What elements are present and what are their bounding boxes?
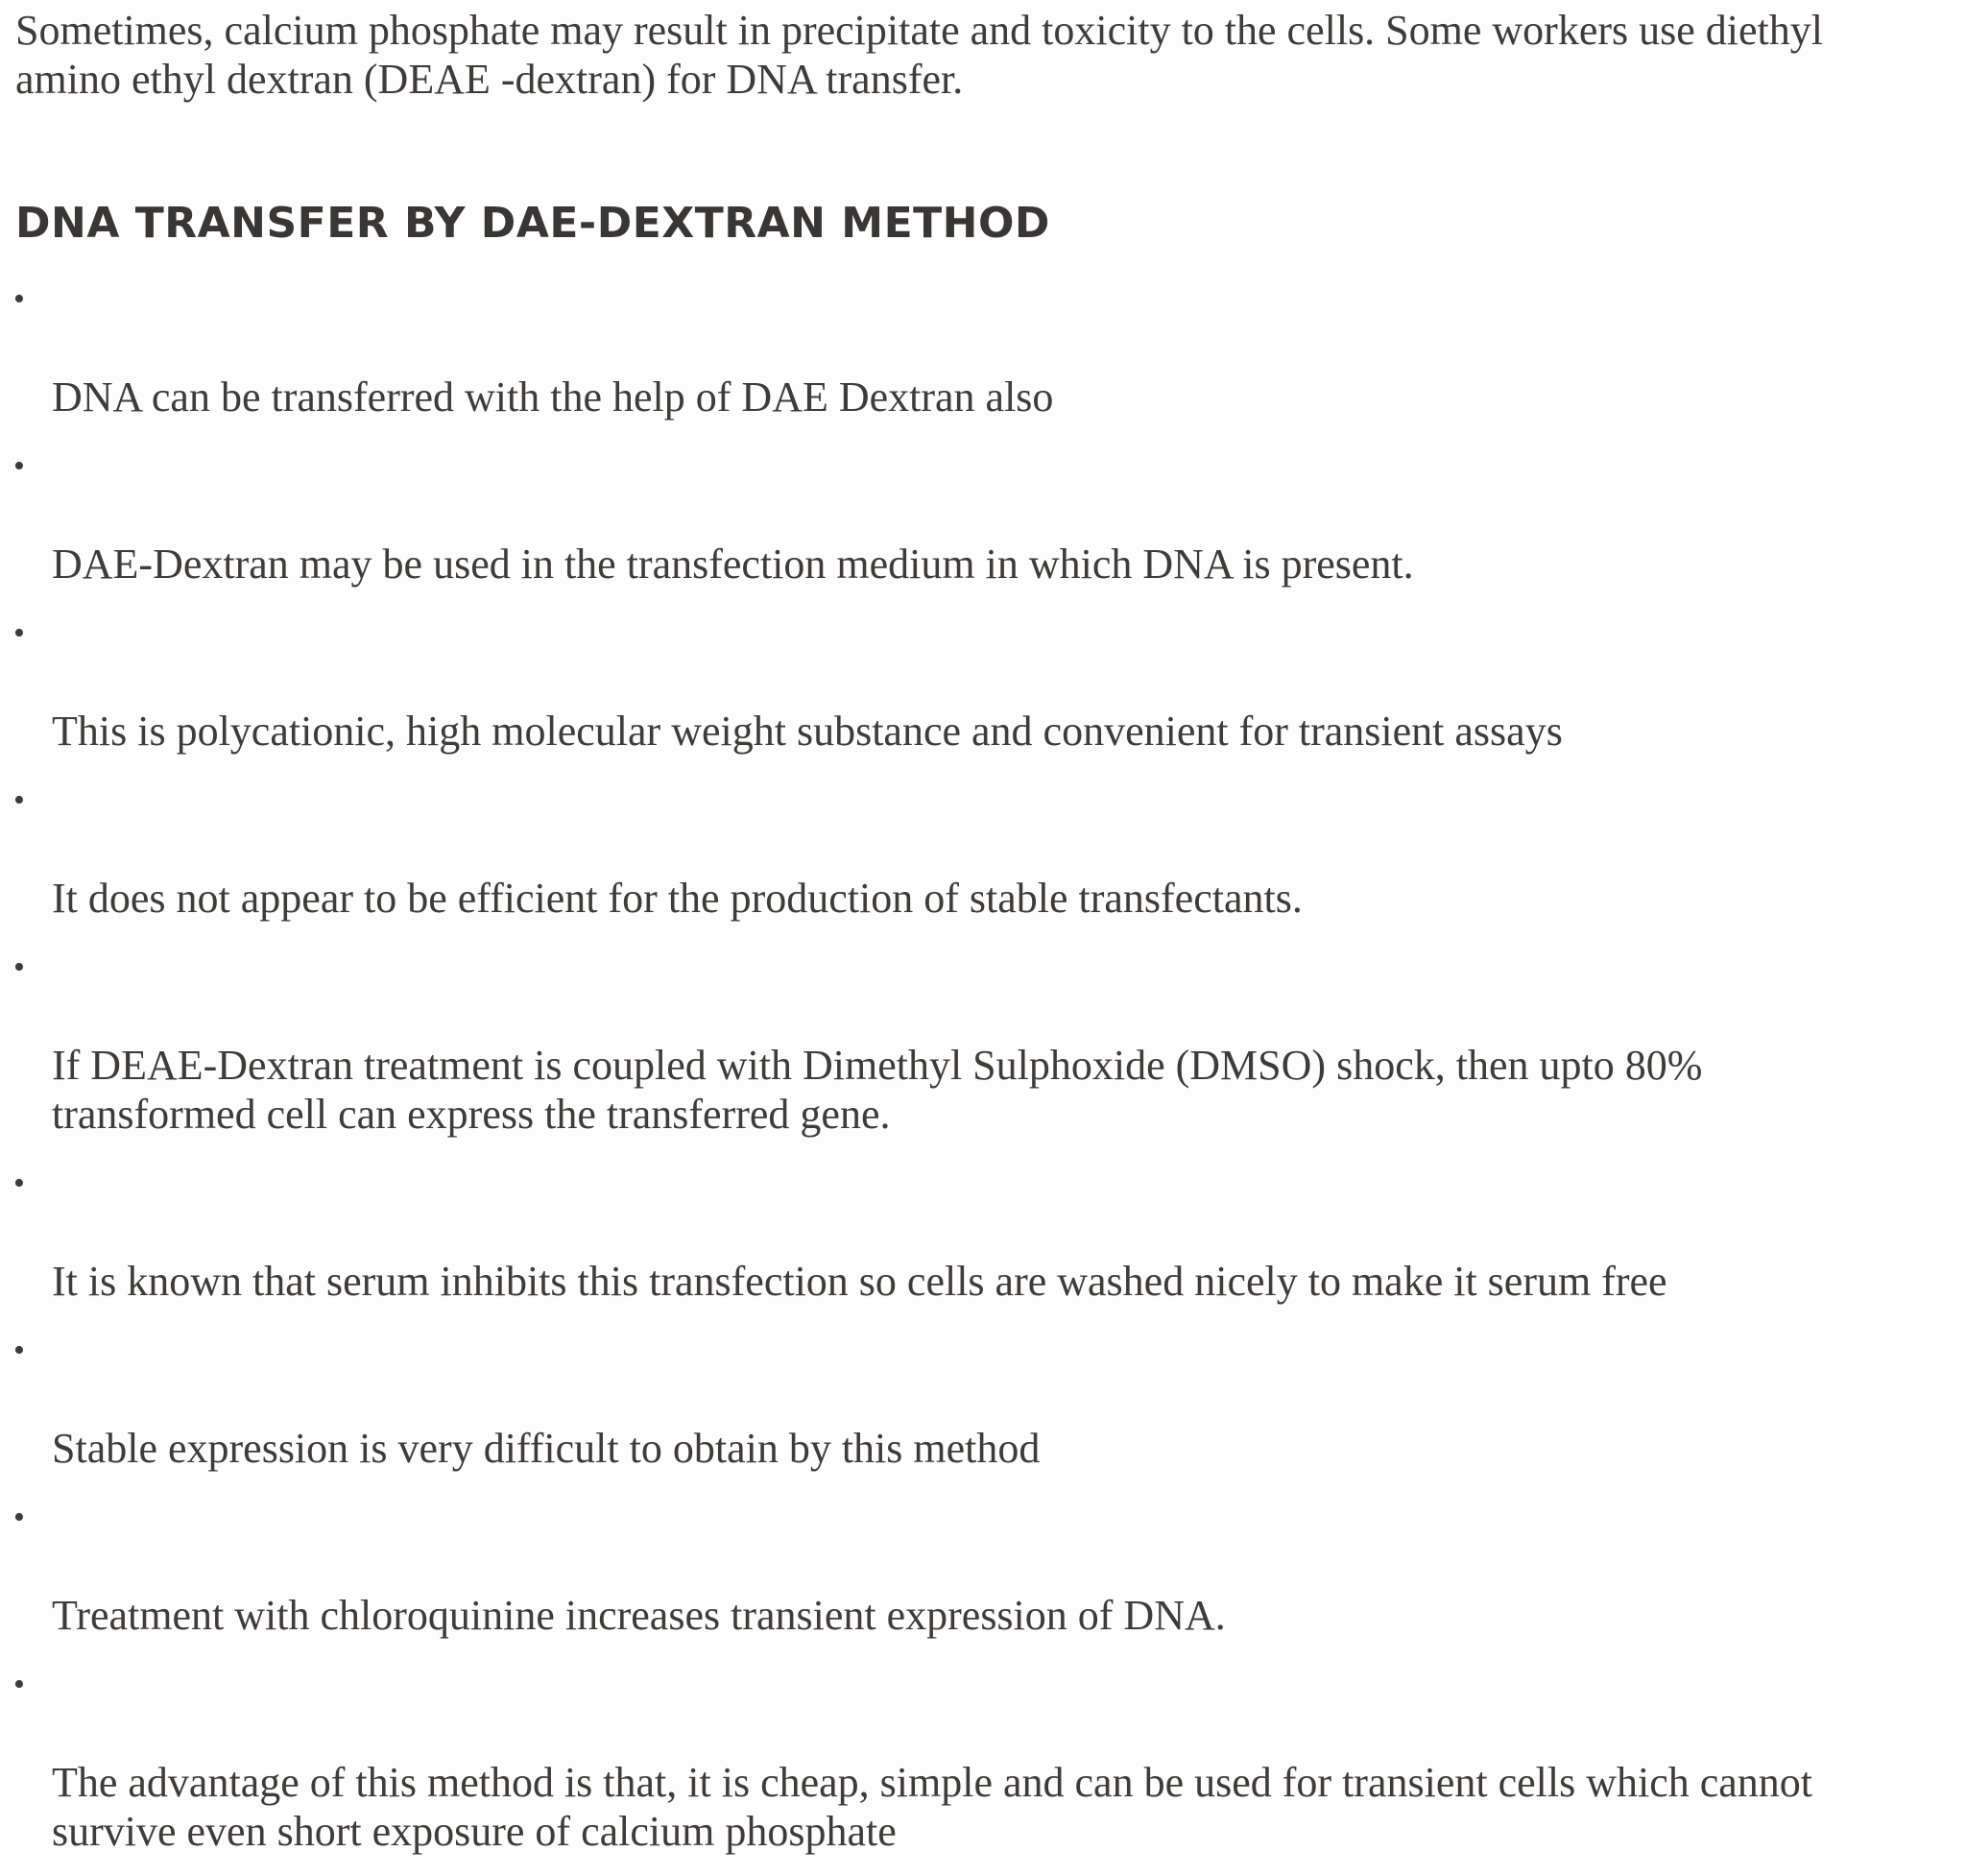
bullet-icon: •: [13, 448, 25, 484]
bullet-item: [0, 1159, 1958, 1306]
bullet-item: [0, 943, 1958, 1139]
bullet-item: [0, 275, 1958, 421]
bullet-item: [0, 1493, 1958, 1640]
bullet-item: [0, 1326, 1958, 1473]
bullet-text: It does not appear to be efficient for the production of stable transfectants.: [52, 875, 1303, 922]
bullet-list: [0, 275, 1958, 1876]
bullet-text: Treatment with chloroquinine increases transient expression of DNA.: [52, 1592, 1226, 1639]
bullet-icon: •: [13, 281, 25, 317]
bullet-icon: •: [13, 1333, 25, 1368]
bullet-icon: •: [13, 1166, 25, 1201]
bullet-text: Stable expression is very difficult to obtain by this method: [52, 1425, 1041, 1472]
bullet-item: [0, 609, 1958, 756]
bullet-icon: •: [13, 950, 25, 985]
bullet-icon: •: [13, 782, 25, 818]
section-heading: DNA TRANSFER BY DAE-DEXTRAN METHOD: [15, 199, 1050, 248]
bullet-icon: •: [13, 1500, 25, 1535]
bullet-text: It is known that serum inhibits this transfection so cells are washed nicely to make it serum free: [52, 1258, 1667, 1305]
bullet-icon: •: [13, 615, 25, 651]
bullet-text: DAE-Dextran may be used in the transfection medium in which DNA is present.: [52, 541, 1414, 588]
bullet-icon: •: [13, 1667, 25, 1702]
bullet-text: DNA can be transferred with the help of DAE Dextran also: [52, 373, 1054, 421]
bullet-item: [0, 776, 1958, 923]
bullet-item: [0, 1660, 1958, 1856]
bullet-text: The advantage of this method is that, it is cheap, simple and can be used for transient cells which cannot survive even short exposure of calcium phosphate: [52, 1759, 1813, 1855]
intro-paragraph: Sometimes, calcium phosphate may result in precipitate and toxicity to the cells. Some workers use diethyl amino ethyl dextran (DEAE -dextran) for DNA transfer.: [15, 7, 1823, 103]
bullet-item: [0, 442, 1958, 589]
bullet-text: This is polycationic, high molecular weight substance and convenient for transient assays: [52, 708, 1563, 755]
bullet-text: If DEAE-Dextran treatment is coupled with Dimethyl Sulphoxide (DMSO) shock, then upto 80% transformed cell can express the transferred gene.: [52, 1042, 1703, 1138]
